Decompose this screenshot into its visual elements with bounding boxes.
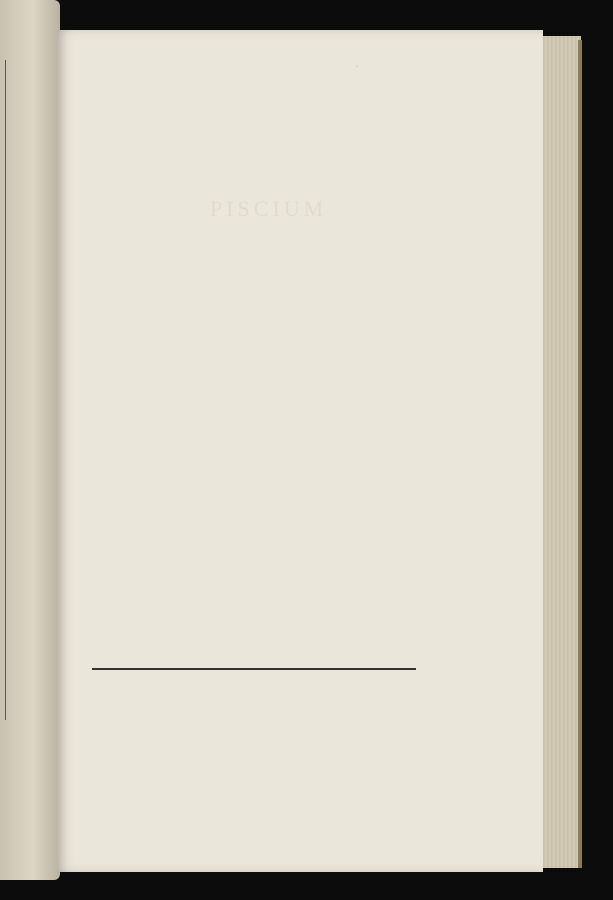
closing-rule — [92, 668, 416, 670]
index-page — [57, 30, 543, 872]
book-cover-edge — [578, 40, 582, 868]
page-speck: · — [356, 64, 358, 70]
show-through-text: PISCIUM — [210, 196, 328, 221]
left-page-rule — [5, 60, 6, 720]
page-edges — [541, 36, 581, 868]
facing-left-page — [0, 0, 60, 880]
